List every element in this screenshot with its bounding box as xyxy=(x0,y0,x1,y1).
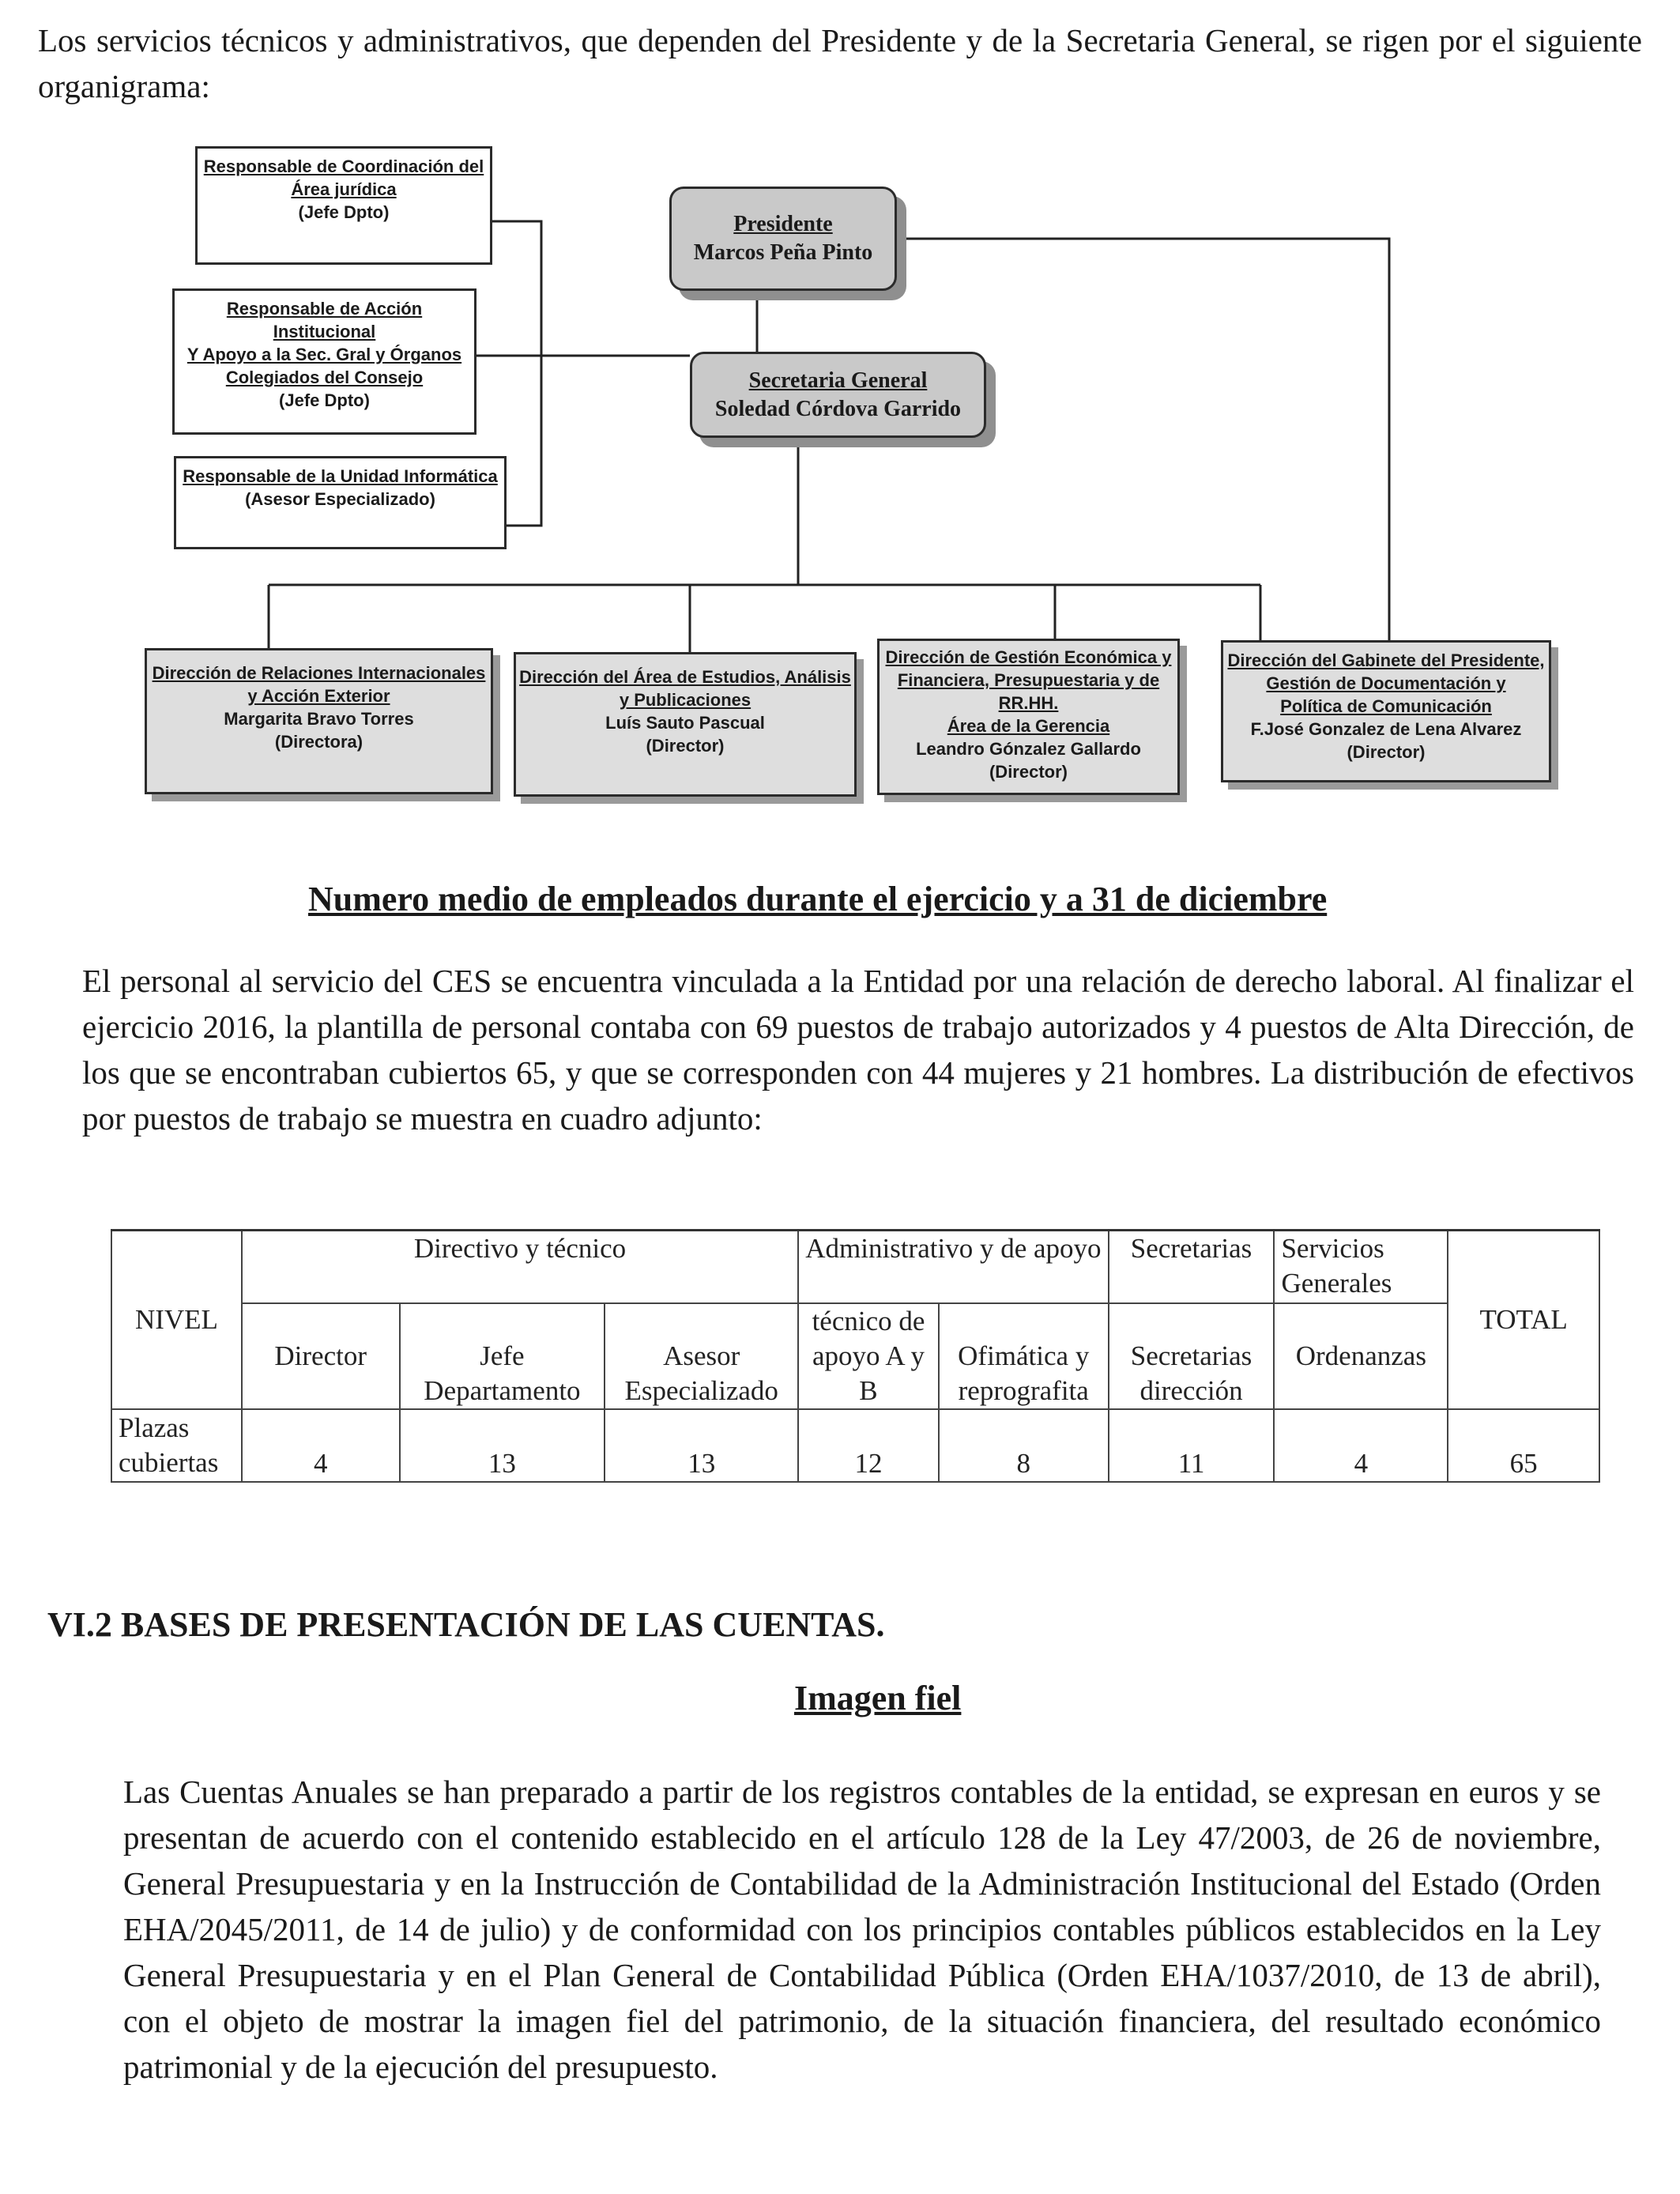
org-box-estudios-analisis xyxy=(514,652,857,797)
secretaria-name: Soledad Córdova Garrido xyxy=(714,396,962,421)
director-name: Margarita Bravo Torres xyxy=(224,709,414,729)
org-box-accion-institucional xyxy=(172,288,477,435)
employees-heading: Numero medio de empleados durante el ejercicio y a 31 de diciembre xyxy=(308,880,1328,918)
org-box-label: Financiera, Presupuestaria y de xyxy=(897,670,1160,690)
group-header-servicios: Servicios Generales xyxy=(1274,1231,1448,1303)
org-box-label: Dirección del Gabinete del Presidente, xyxy=(1227,650,1545,670)
org-box-label: Colegiados del Consejo xyxy=(225,368,424,387)
group-header-administrativo: Administrativo y de apoyo xyxy=(798,1231,1109,1303)
org-box-label: y Publicaciones xyxy=(619,690,751,710)
org-box-label: Dirección de Relaciones Internacionales xyxy=(152,663,486,683)
org-box-label: Y Apoyo a la Sec. Gral y Órganos xyxy=(186,345,462,364)
staff-table xyxy=(111,1229,1600,1483)
column-header-secretarias-direccion: Secretarias dirección xyxy=(1109,1303,1275,1409)
org-box-label: Responsable de Acción Institucional xyxy=(226,299,423,341)
director-name: Leandro Gónzalez Gallardo xyxy=(916,739,1141,759)
org-box-gabinete-presidente xyxy=(1221,640,1551,782)
imagen-fiel-paragraph: Las Cuentas Anuales se han preparado a partir de los registros contables de la entidad, se expresan en euros y se presentan de acuerdo con el contenido establecido en el artículo 128 de la Ley 47/2003, de 26 de noviembre, General Presupuestaria y en la Instrucción de Contabilidad de la Administración Institucional del Estado (Orden EHA/2045/2011, de 14 de julio) y de conformidad con los principios contables públicos establecidos en la Ley General Presupuestaria y en el Plan General de Contabilidad Pública (Orden EHA/1037/2010, de 13 de abril), con el objeto de mostrar la imagen fiel del patrimonio, de la situación financiera, del resultado económico patrimonial y de la ejecución del presupuesto. xyxy=(123,1774,1601,2085)
org-box-label: Responsable de la Unidad Informática xyxy=(183,466,498,486)
presidente-name: Marcos Peña Pinto xyxy=(693,240,873,265)
org-box-role: (Asesor Especializado) xyxy=(245,489,435,509)
personal-paragraph: El personal al servicio del CES se encuentra vinculada a la Entidad por una relación de derecho laboral. Al finalizar el ejercicio 2016, la plantilla de personal contaba con 69 puestos de trabajo autorizados y 4 puestos de Alta Dirección, de los que se encontraban cubiertos 65, y que se corresponden con 44 mujeres y 21 hombres. La distribución de efectivos por puestos de trabajo se muestra en cuadro adjunto: xyxy=(82,963,1634,1137)
director-name: F.José Gonzalez de Lena Alvarez xyxy=(1250,719,1522,739)
imagen-fiel-heading: Imagen fiel xyxy=(794,1679,962,1717)
org-box-label: Dirección de Gestión Económica y xyxy=(885,647,1172,667)
table-cell: 4 xyxy=(1274,1409,1448,1482)
nivel-header: NIVEL xyxy=(111,1231,242,1409)
table-cell: 8 xyxy=(939,1409,1109,1482)
director-role: (Directora) xyxy=(274,732,363,752)
table-cell: 12 xyxy=(798,1409,939,1482)
org-box-sublabel: Área de la Gerencia xyxy=(947,716,1110,736)
row-label-plazas: Plazas cubiertas xyxy=(111,1409,242,1482)
org-box-role: (Jefe Dpto) xyxy=(279,390,370,410)
total-header: TOTAL xyxy=(1448,1231,1599,1409)
org-box-gestion-economica xyxy=(877,639,1180,795)
column-header-director: Director xyxy=(242,1303,400,1409)
org-chart xyxy=(0,0,1680,838)
org-box-label: RR.HH. xyxy=(998,693,1059,713)
org-box-label: Gestión de Documentación y xyxy=(1266,673,1506,693)
group-header-directivo: Directivo y técnico xyxy=(242,1231,798,1303)
table-cell-total: 65 xyxy=(1448,1409,1599,1482)
column-header-asesor-especializado: Asesor Especializado xyxy=(605,1303,798,1409)
director-role: (Director) xyxy=(646,736,725,756)
org-box-presidente xyxy=(669,187,897,291)
table-cell: 11 xyxy=(1109,1409,1275,1482)
org-box-label: y Acción Exterior xyxy=(247,686,390,706)
org-box-role: (Jefe Dpto) xyxy=(298,202,390,222)
org-box-area-juridica xyxy=(195,146,492,265)
org-box-label: Responsable de Coordinación del xyxy=(203,156,484,176)
org-box-label: Dirección del Área de Estudios, Análisis xyxy=(519,667,851,687)
column-header-jefe-departamento: Jefe Departamento xyxy=(400,1303,605,1409)
table-cell: 13 xyxy=(400,1409,605,1482)
presidente-title: Presidente xyxy=(733,212,833,236)
director-role: (Director) xyxy=(1347,742,1426,762)
director-role: (Director) xyxy=(989,762,1068,782)
table-cell: 13 xyxy=(605,1409,798,1482)
section-heading: VI.2 BASES DE PRESENTACIÓN DE LAS CUENTAS. xyxy=(47,1605,885,1644)
intro-paragraph: Los servicios técnicos y administrativos, que dependen del Presidente y de la Secretaria General, se rigen por el siguiente organigrama: xyxy=(38,22,1642,104)
org-box-relaciones-internacionales xyxy=(145,648,493,794)
column-header-tecnico-apoyo: técnico de apoyo A y B xyxy=(798,1303,939,1409)
org-box-unidad-informatica xyxy=(174,456,507,549)
secretaria-title: Secretaria General xyxy=(748,368,928,393)
table-cell: 4 xyxy=(242,1409,400,1482)
group-header-secretarias: Secretarias xyxy=(1109,1231,1275,1303)
column-header-ofimatica: Ofimática y reprografita xyxy=(939,1303,1109,1409)
director-name: Luís Sauto Pascual xyxy=(605,713,765,733)
org-box-label: Área jurídica xyxy=(291,179,397,199)
column-header-ordenanzas: Ordenanzas xyxy=(1274,1303,1448,1409)
org-box-secretaria-general xyxy=(690,352,986,438)
org-box-label: Política de Comunicación xyxy=(1280,696,1492,716)
